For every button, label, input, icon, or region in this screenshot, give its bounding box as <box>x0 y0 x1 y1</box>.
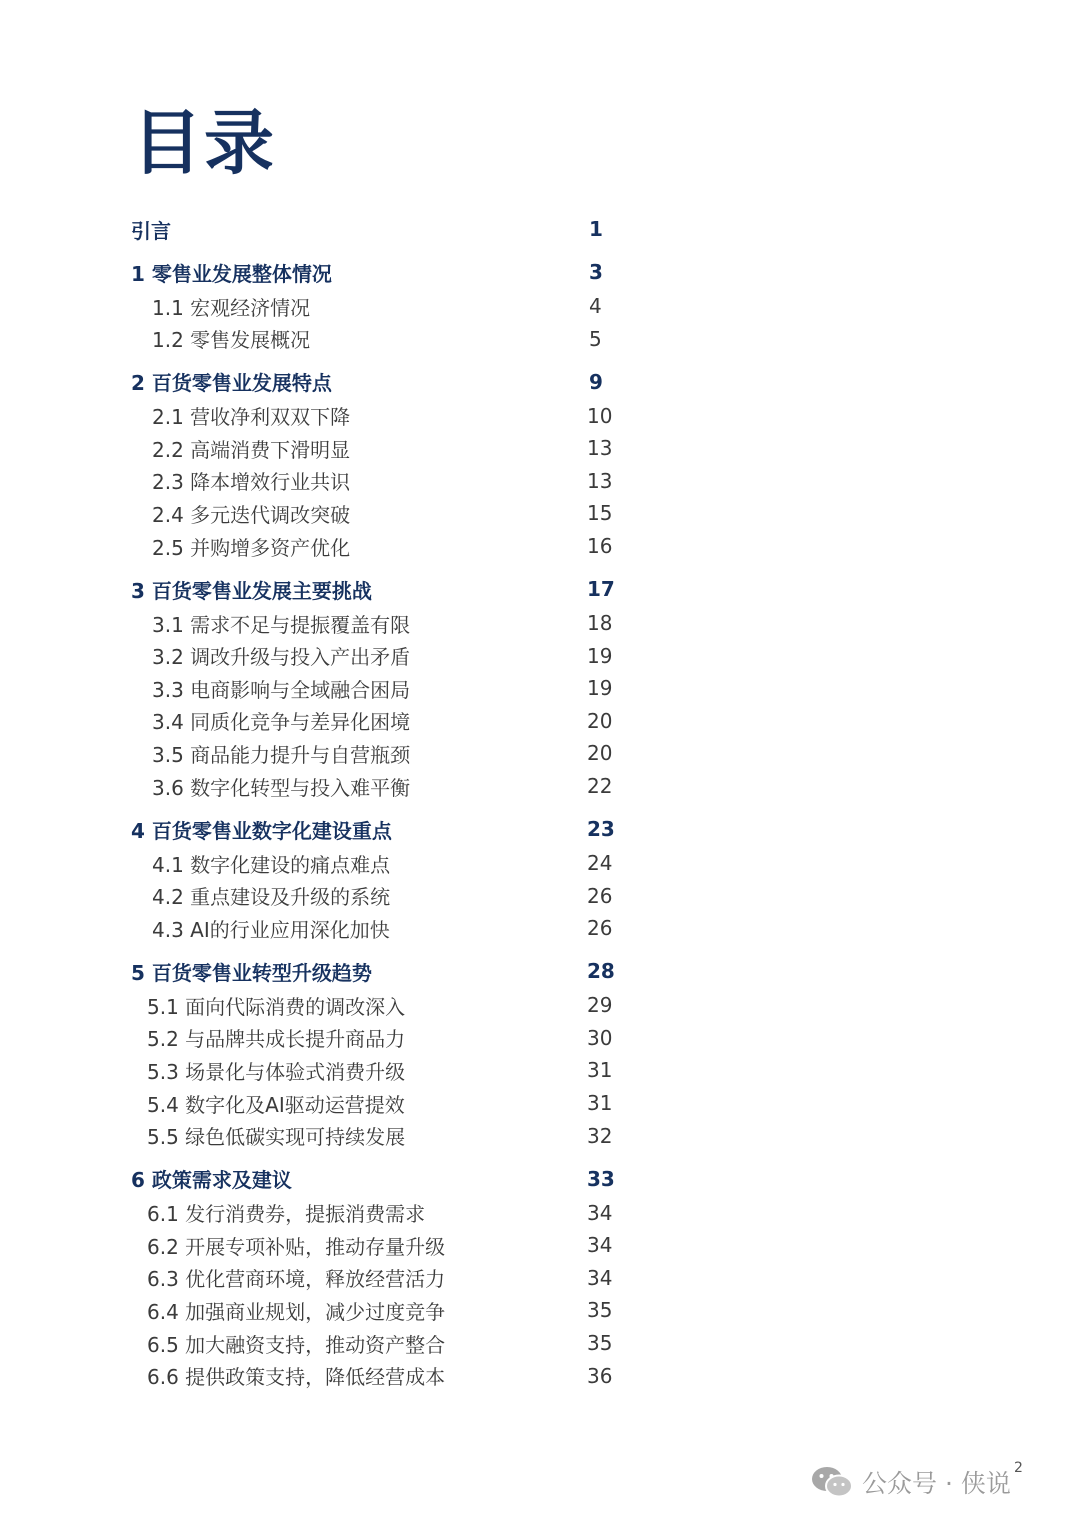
toc-page-number: 24 <box>587 851 613 875</box>
toc-entry[interactable] <box>152 498 613 528</box>
toc-entry[interactable] <box>152 531 613 561</box>
toc-page-number: 15 <box>587 501 613 526</box>
page-title: 目录 <box>132 102 276 184</box>
toc-page-number: 34 <box>587 1200 613 1225</box>
toc-page-number: 35 <box>587 1298 613 1323</box>
toc-entry[interactable] <box>147 1295 613 1325</box>
toc-entry[interactable] <box>152 324 602 354</box>
toc-entry[interactable] <box>147 1023 613 1053</box>
toc-page-number: 28 <box>587 959 615 984</box>
toc-label: 4.2 重点建设及升级的系统 <box>152 885 391 910</box>
wechat-icon <box>810 1464 854 1500</box>
toc-page-number: 17 <box>587 577 615 601</box>
toc-label: 3 百货零售业发展主要挑战 <box>131 578 372 603</box>
toc-label: 2.2 高端消费下滑明显 <box>152 437 351 462</box>
toc-page-number: 10 <box>587 403 613 428</box>
toc-page-number: 9 <box>589 369 603 394</box>
toc-page-number: 34 <box>587 1233 613 1258</box>
toc-page-number: 3 <box>589 260 603 284</box>
toc-label: 1.2 零售发展概况 <box>152 328 311 353</box>
toc-page-number: 13 <box>587 468 613 493</box>
toc-entry[interactable] <box>152 706 613 736</box>
toc-label: 6.6 提供政策支持，降低经营成本 <box>147 1365 446 1390</box>
toc-entry[interactable] <box>152 291 602 321</box>
toc-section[interactable] <box>131 1164 615 1194</box>
toc-label: 6.3 优化营商环境，释放经营活力 <box>147 1267 446 1292</box>
toc-label: 6.4 加强商业规划，减少过度竞争 <box>147 1299 446 1324</box>
toc-label: 5.4 数字化及AI驱动运营提效 <box>147 1092 405 1117</box>
toc-entry[interactable] <box>147 1328 613 1358</box>
toc-page-number: 26 <box>587 883 613 908</box>
toc-page-number: 19 <box>587 643 613 668</box>
toc-label: 3.3 电商影响与全域融合困局 <box>152 677 411 702</box>
toc-section[interactable] <box>131 574 615 604</box>
toc-entry[interactable] <box>152 848 613 878</box>
toc-label: 引言 <box>131 218 171 243</box>
toc-section[interactable] <box>131 814 615 844</box>
toc-page-number: 20 <box>587 708 613 733</box>
toc-label: 6.5 加大融资支持，推动资产整合 <box>147 1332 446 1357</box>
toc-label: 5.3 场景化与体验式消费升级 <box>147 1059 406 1084</box>
toc-label: 2.5 并购增多资产优化 <box>152 535 351 560</box>
toc-label: 6 政策需求及建议 <box>131 1168 292 1193</box>
toc-section[interactable] <box>131 214 603 244</box>
toc-label: 4 百货零售业数字化建设重点 <box>131 818 392 843</box>
toc-label: 3.1 需求不足与提振覆盖有限 <box>152 612 411 637</box>
toc-page-number: 1 <box>589 217 603 241</box>
toc-entry[interactable] <box>152 771 613 801</box>
toc-entry[interactable] <box>152 466 613 496</box>
toc-section[interactable] <box>131 257 603 287</box>
toc-label: 6.2 开展专项补贴，推动存量升级 <box>147 1234 446 1259</box>
toc-label: 3.6 数字化转型与投入难平衡 <box>152 775 411 800</box>
toc-page-number: 32 <box>587 1123 613 1148</box>
watermark <box>810 1462 1011 1502</box>
toc-entry[interactable] <box>147 1121 613 1151</box>
toc-label: 5 百货零售业转型升级趋势 <box>131 960 372 985</box>
toc-page-number: 18 <box>587 611 613 635</box>
toc-label: 3.5 商品能力提升与自营瓶颈 <box>152 742 411 767</box>
toc-entry[interactable] <box>152 673 613 703</box>
toc-page-number: 33 <box>587 1166 615 1191</box>
toc-entry[interactable] <box>147 1088 613 1118</box>
toc-page-number: 4 <box>589 294 602 318</box>
toc-label: 4.3 AI的行业应用深化加快 <box>152 917 390 942</box>
toc-page-number: 26 <box>587 916 613 941</box>
toc-entry[interactable] <box>152 641 613 671</box>
toc-label: 3.4 同质化竞争与差异化困境 <box>152 710 411 735</box>
toc-entry[interactable] <box>147 990 613 1020</box>
toc-label: 2.4 多元迭代调改突破 <box>152 502 351 527</box>
toc-entry[interactable] <box>147 1230 613 1260</box>
toc-page-number: 16 <box>587 534 613 558</box>
toc-label: 2.3 降本增效行业共识 <box>152 470 351 495</box>
toc-entry[interactable] <box>152 881 613 911</box>
toc-label: 3.2 调改升级与投入产出矛盾 <box>152 645 411 670</box>
toc-page-number: 29 <box>587 993 613 1018</box>
toc-label: 1 零售业发展整体情况 <box>131 261 332 286</box>
toc-entry[interactable] <box>152 913 613 943</box>
toc-label: 5.5 绿色低碳实现可持续发展 <box>147 1125 406 1150</box>
toc-page-number: 36 <box>587 1363 613 1388</box>
toc-label: 4.1 数字化建设的痛点难点 <box>152 852 391 877</box>
page-number: 2 <box>1014 1460 1023 1476</box>
toc-page-number: 35 <box>587 1331 613 1355</box>
toc-page-number: 22 <box>587 774 613 798</box>
toc-page-number: 31 <box>587 1091 613 1115</box>
toc-page-number: 23 <box>587 817 615 841</box>
toc-section[interactable] <box>131 956 615 986</box>
toc-label: 1.1 宏观经济情况 <box>152 295 311 320</box>
toc-page-number: 30 <box>587 1025 613 1050</box>
toc-entry[interactable] <box>152 433 613 463</box>
toc-entry[interactable] <box>152 608 613 638</box>
toc-entry[interactable] <box>147 1263 613 1293</box>
toc-page-number: 5 <box>589 326 602 351</box>
toc-page-number: 13 <box>587 436 613 461</box>
toc-label: 5.2 与品牌共成长提升商品力 <box>147 1027 406 1052</box>
toc-page-number: 20 <box>587 741 613 766</box>
toc-page-number: 31 <box>587 1058 613 1083</box>
toc-entry[interactable] <box>147 1055 613 1085</box>
toc-entry[interactable] <box>152 738 613 768</box>
watermark-text: 公众号 · 侠说 <box>862 1469 1011 1498</box>
toc-entry[interactable] <box>152 401 613 431</box>
toc-entry[interactable] <box>147 1198 613 1228</box>
toc-label: 5.1 面向代际消费的调改深入 <box>147 994 406 1019</box>
toc-page-number: 34 <box>587 1265 613 1290</box>
toc-label: 6.1 发行消费券，提振消费需求 <box>147 1202 426 1227</box>
toc-label: 2.1 营收净利双双下降 <box>152 405 351 430</box>
toc-section[interactable] <box>131 367 603 397</box>
toc-entry[interactable] <box>147 1361 613 1391</box>
toc-page-number: 19 <box>587 676 613 701</box>
toc-label: 2 百货零售业发展特点 <box>131 371 332 396</box>
